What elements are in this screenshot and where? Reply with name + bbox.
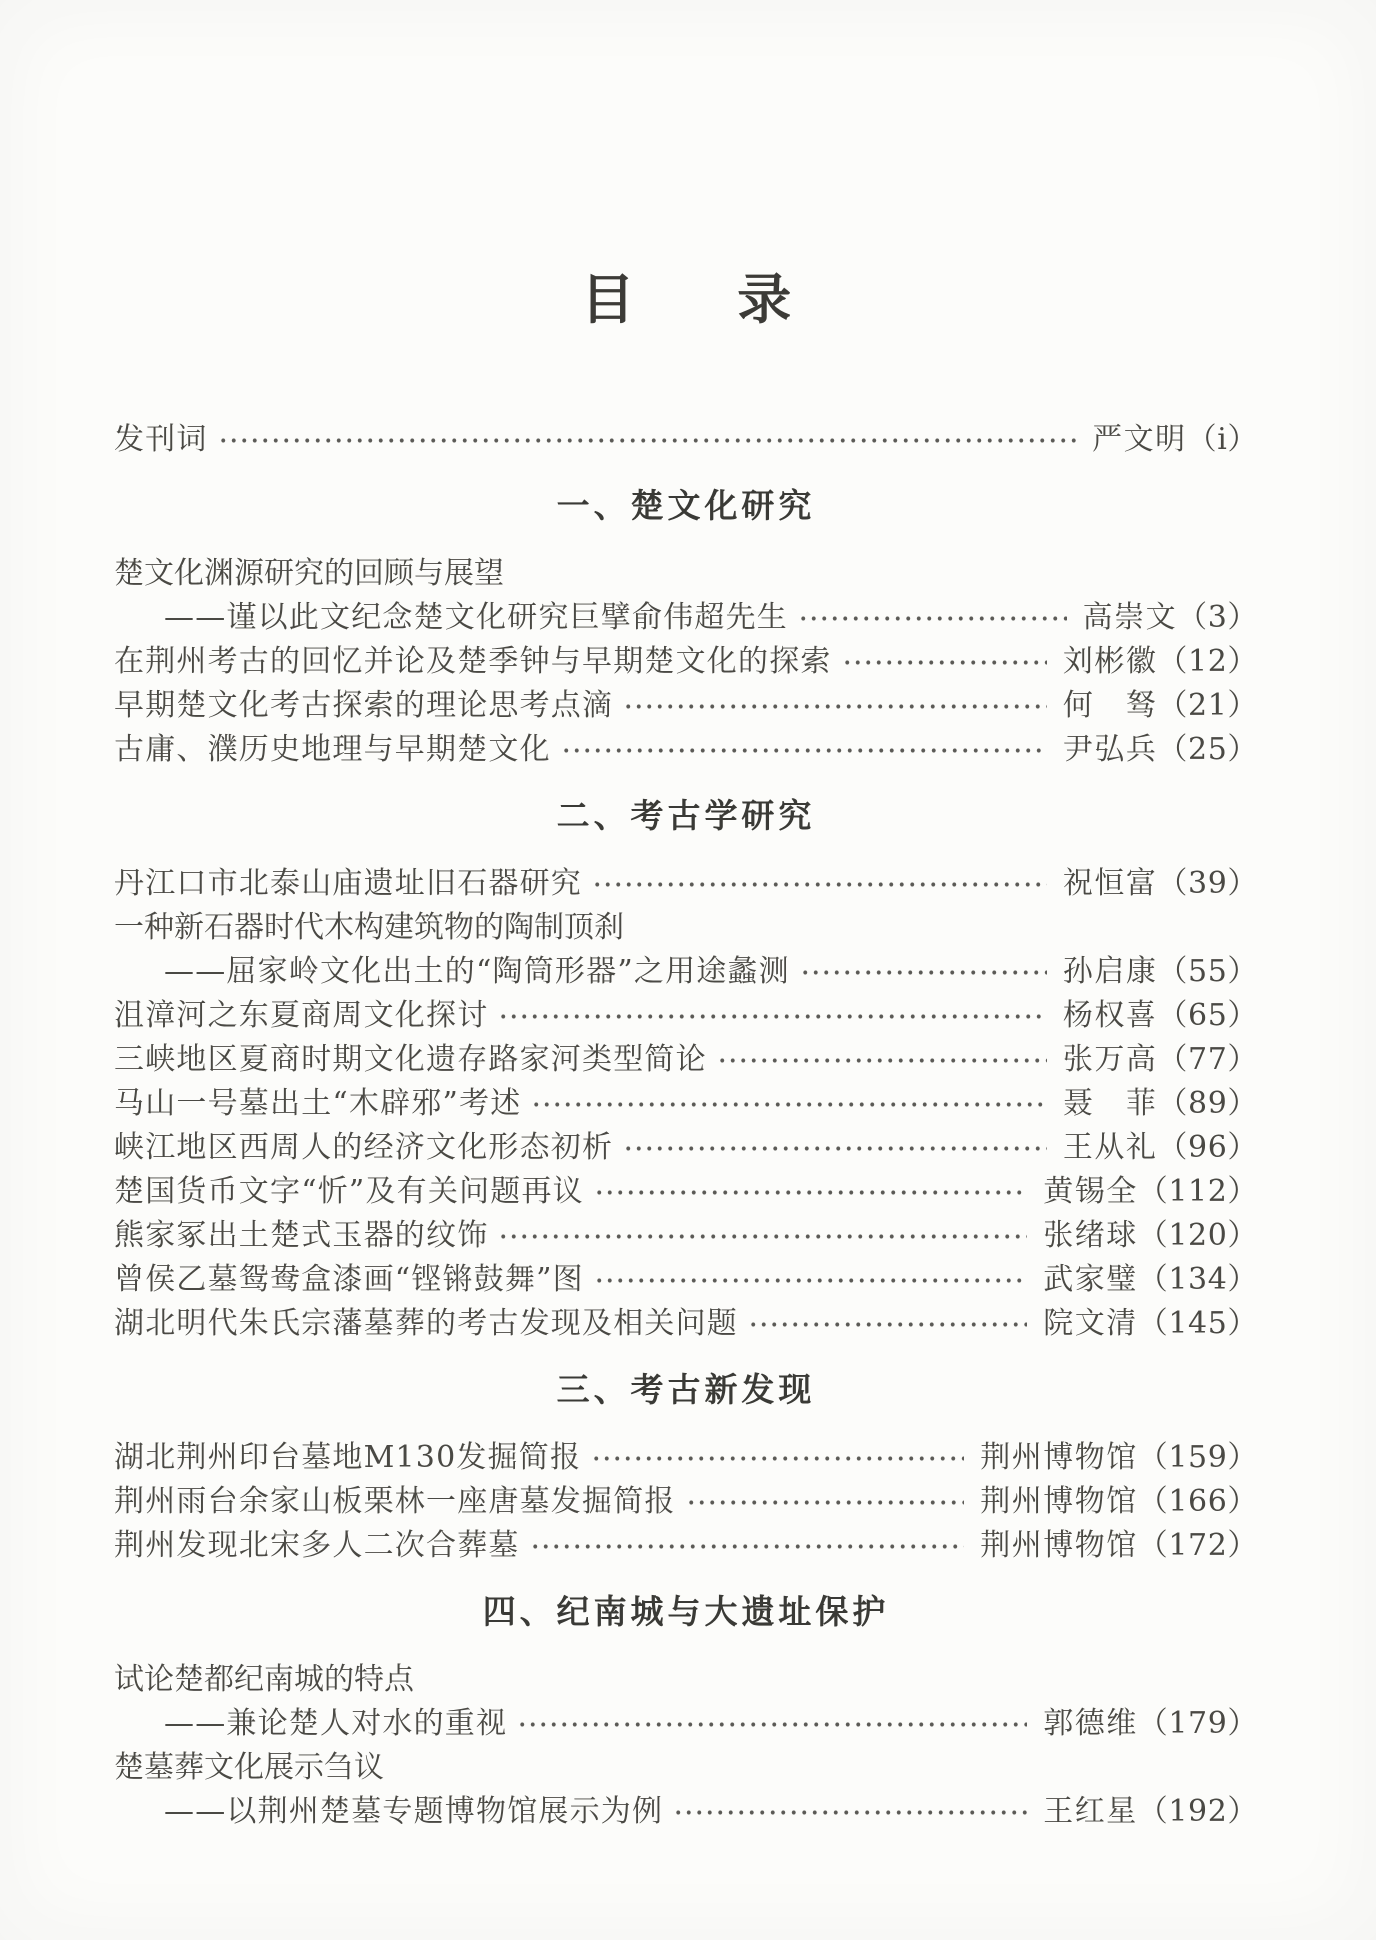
- dot-leader: [842, 636, 1047, 680]
- toc-entry-author: 杨权喜: [1062, 998, 1158, 1033]
- toc-entry-author: 荆州博物馆: [980, 1528, 1138, 1563]
- toc-entry-page: （55）: [1157, 954, 1258, 989]
- dot-leader: [798, 592, 1067, 636]
- toc-entry-author: 严文明: [1092, 422, 1187, 457]
- toc-entry: [114, 1210, 1258, 1254]
- dot-leader: [531, 1078, 1046, 1122]
- dot-leader: [530, 1520, 965, 1564]
- toc-entry-author: 聂 菲: [1062, 1086, 1158, 1121]
- toc-entry-author: 荆州博物馆: [980, 1440, 1138, 1475]
- toc-entry-author: 院文清: [1043, 1306, 1138, 1341]
- toc-entry: [114, 1078, 1258, 1122]
- dot-leader: [591, 1432, 964, 1476]
- toc-entry-title: 在荆州考古的回忆并论及楚季钟与早期楚文化的探索: [114, 644, 832, 679]
- toc-entry-page: （96）: [1157, 1130, 1258, 1165]
- toc-entry-title: 楚国货币文字“忻”及有关问题再议: [114, 1174, 584, 1209]
- toc-entry-author: 祝恒富: [1062, 866, 1158, 901]
- toc-entry-page: （89）: [1157, 1086, 1258, 1121]
- toc-entry-title: 峡江地区西周人的经济文化形态初析: [114, 1130, 614, 1165]
- toc-entry-page: （39）: [1157, 866, 1258, 901]
- dot-leader: [561, 724, 1047, 768]
- toc-entry-title: 荆州雨台余家山板栗林一座唐墓发掘简报: [114, 1484, 676, 1519]
- toc-entry-author: 张绪球: [1043, 1218, 1138, 1253]
- toc-entry-title: 丹江口市北泰山庙遗址旧石器研究: [114, 866, 582, 901]
- dot-leader: [623, 680, 1047, 724]
- toc-entry-title: 湖北明代朱氏宗藩墓葬的考古发现及相关问题: [114, 1306, 738, 1341]
- dot-leader: [517, 1698, 1027, 1742]
- dot-leader: [594, 1166, 1027, 1210]
- toc-entry: [114, 1254, 1258, 1298]
- dot-leader: [673, 1786, 1027, 1830]
- toc-entry-page: （3）: [1177, 600, 1258, 635]
- toc-entry-title: 马山一号墓出土“木辟邪”考述: [114, 1086, 522, 1121]
- toc-entry-title: ——屈家岭文化出土的“陶筒形器”之用途蠡测: [164, 954, 790, 989]
- toc-entry-title: 古庸、濮历史地理与早期楚文化: [114, 732, 551, 767]
- toc-entry: [114, 858, 1258, 902]
- toc-entry-page: （112）: [1137, 1174, 1258, 1209]
- page-title: 目 录: [580, 267, 816, 331]
- toc-entry-title: 沮漳河之东夏商周文化探讨: [114, 998, 489, 1033]
- toc-entry-title: ——以荆州楚墓专题博物馆展示为例: [164, 1794, 664, 1829]
- toc-entry-extra-line: 试论楚都纪南城的特点: [114, 1662, 414, 1697]
- toc-entry-page: （ⅰ）: [1186, 422, 1258, 457]
- toc-entry: [114, 1034, 1258, 1078]
- toc-sections: [114, 484, 1258, 1830]
- toc-entry: [114, 1698, 1258, 1742]
- toc-entry-title: 熊家冢出土楚式玉器的纹饰: [114, 1218, 489, 1253]
- toc-entry-author: 高崇文: [1082, 600, 1178, 635]
- toc-entry-author: 尹弘兵: [1062, 732, 1158, 767]
- toc-entry-page: （172）: [1137, 1528, 1258, 1563]
- toc-entry-author: 张万高: [1062, 1042, 1158, 1077]
- toc-entry: [114, 1298, 1258, 1342]
- toc-entry-title: 曾侯乙墓鸳鸯盒漆画“铿锵鼓舞”图: [114, 1262, 584, 1297]
- toc-entry: [114, 1520, 1258, 1564]
- toc-entry-extra-line: 楚墓葬文化展示刍议: [114, 1750, 384, 1785]
- toc-entry-extra-line: 一种新石器时代木构建筑物的陶制顶刹: [114, 910, 624, 945]
- toc-entry-page: （166）: [1137, 1484, 1258, 1519]
- toc-entry-author: 孙启康: [1062, 954, 1158, 989]
- toc-entry-page: （145）: [1137, 1306, 1258, 1341]
- section-header: 二、考古学研究: [556, 796, 816, 835]
- toc-entry-page: （159）: [1137, 1440, 1258, 1475]
- toc-entry: [114, 636, 1258, 680]
- toc-entry: [114, 1122, 1258, 1166]
- dot-leader: [218, 414, 1076, 458]
- toc-entry-author: 郭德维: [1043, 1706, 1138, 1741]
- toc-entry-author: 刘彬徽: [1062, 644, 1158, 679]
- toc-entry: [114, 990, 1258, 1034]
- toc-entry-page: （179）: [1137, 1706, 1258, 1741]
- toc-entry-author: 荆州博物馆: [980, 1484, 1138, 1519]
- toc-entry: [114, 680, 1258, 724]
- toc-entry-page: （65）: [1157, 998, 1258, 1033]
- toc-entry: [114, 1432, 1258, 1476]
- toc-entry-page: （134）: [1137, 1262, 1258, 1297]
- section-header: 四、纪南城与大遗址保护: [482, 1592, 890, 1631]
- toc-entry-page: （192）: [1137, 1794, 1258, 1829]
- toc-entry-author: 王红星: [1043, 1794, 1138, 1829]
- toc-entry-author: 王从礼: [1062, 1130, 1158, 1165]
- toc-entry-title: ——谨以此文纪念楚文化研究巨擘俞伟超先生: [164, 600, 788, 635]
- dot-leader: [623, 1122, 1047, 1166]
- dot-leader: [717, 1034, 1047, 1078]
- dot-leader: [498, 1210, 1027, 1254]
- toc-entry: [114, 724, 1258, 768]
- toc-entry-extra-line: 楚文化渊源研究的回顾与展望: [114, 556, 504, 591]
- dot-leader: [592, 858, 1047, 902]
- dot-leader: [748, 1298, 1027, 1342]
- toc-entry-title: 三峡地区夏商时期文化遗存路家河类型简论: [114, 1042, 707, 1077]
- toc-entry-page: （120）: [1137, 1218, 1258, 1253]
- dot-leader: [686, 1476, 965, 1520]
- toc-entry-author: 黄锡全: [1043, 1174, 1138, 1209]
- toc-entry: [114, 1166, 1258, 1210]
- toc-entry: [114, 946, 1258, 990]
- toc-entry-title: 发刊词: [114, 422, 208, 457]
- toc-entry-page: （77）: [1157, 1042, 1258, 1077]
- dot-leader: [594, 1254, 1027, 1298]
- toc-entry-author: 武家璧: [1043, 1262, 1138, 1297]
- toc-entry-page: （21）: [1157, 688, 1258, 723]
- toc-entry-page: （25）: [1157, 732, 1258, 767]
- toc-entry: [114, 414, 1258, 458]
- toc-entry: [114, 1476, 1258, 1520]
- toc-entry-title: 早期楚文化考古探索的理论思考点滴: [114, 688, 614, 723]
- toc-entry-page: （12）: [1157, 644, 1258, 679]
- toc-entry: [114, 592, 1258, 636]
- toc-entry: [114, 1786, 1258, 1830]
- dot-leader: [498, 990, 1047, 1034]
- toc-entry-author: 何 驽: [1062, 688, 1158, 723]
- toc-entry-title: ——兼论楚人对水的重视: [164, 1706, 508, 1741]
- section-header: 三、考古新发现: [556, 1370, 816, 1409]
- dot-leader: [800, 946, 1047, 990]
- toc-entry-title: 荆州发现北宋多人二次合葬墓: [114, 1528, 520, 1563]
- toc-entry-title: 湖北荆州印台墓地M130发掘简报: [114, 1440, 582, 1475]
- section-header: 一、楚文化研究: [556, 486, 816, 525]
